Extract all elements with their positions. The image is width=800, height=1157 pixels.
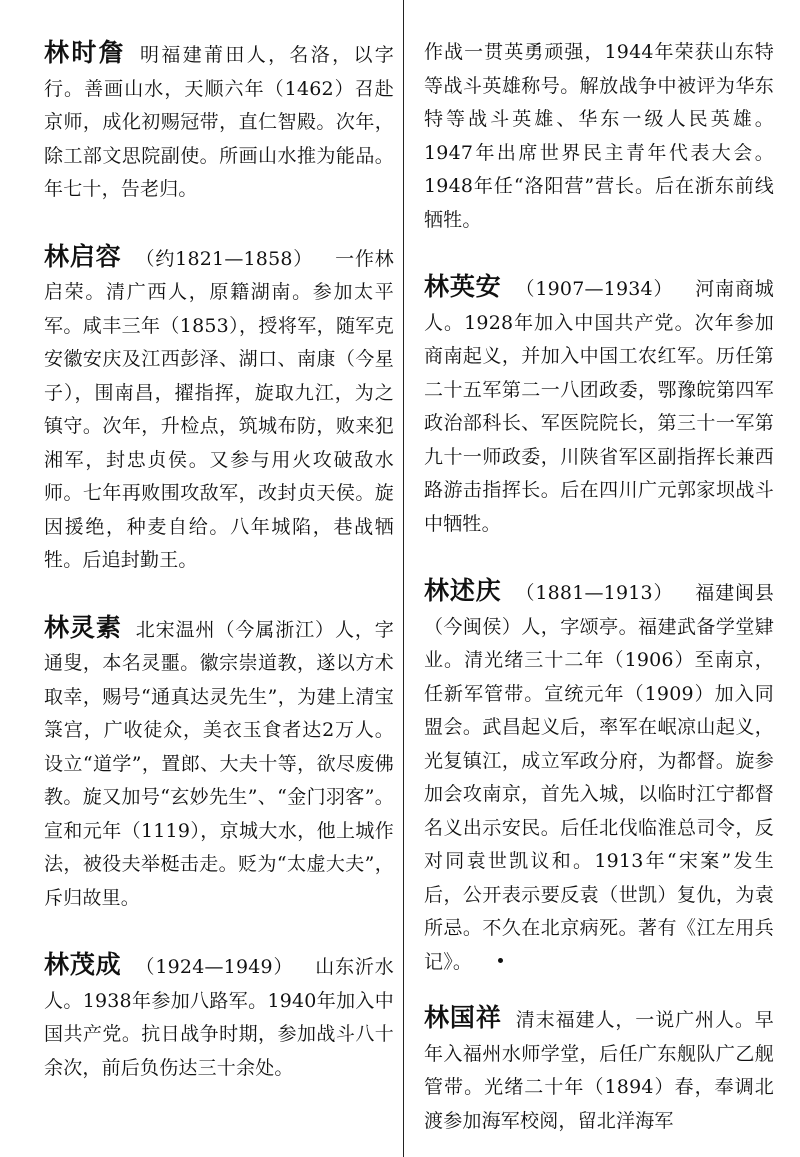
entry-name: 林启容 [44, 241, 122, 271]
entry-text: 作战一贯英勇顽强，1944年荣获山东特等战斗英雄称号。解放战争中被评为华东特等战斗英雄、华东一级人民英雄。1947年出席世界民主青年代表大会。1948年任“洛阳营”营长。后在浙东前线牺牲。 [424, 41, 774, 231]
entry-lin-lingsu [44, 611, 394, 916]
entry-lin-shuqing [424, 574, 774, 979]
left-column [44, 36, 394, 1085]
print-speck-dot [498, 958, 503, 963]
entry-lin-qirong [44, 240, 394, 578]
entry-text: 山东沂水人。1938年参加八路军。1940年加入中国共产党。抗日战争时期，参加战斗八十余次，前后负伤达三十余处。 [44, 956, 394, 1079]
entry-text: 福建闽县（今闽侯）人，字颂亭。福建武备学堂肄业。清光绪三十二年（1906）至南京，任新军管带。宣统元年（1909）加入同盟会。武昌起义后，率军在岷凉山起义，光复镇江，成立军政分府，为都督。旋参加会攻南京，首先入城，以临时江宁都督名义出示安民。后任北伐临淮总司令，反对同袁世凯议和。1913年“宋案”发生后，公开表示要反袁（世凯）复仇，为袁所忌。不久在北京病死。著有《江左用兵记》。 [424, 582, 774, 973]
entry-dates: （约1821—1858） [135, 247, 314, 270]
entry-lin-yingan [424, 270, 774, 541]
entry-name: 林述庆 [424, 576, 502, 605]
right-column [424, 36, 774, 1138]
entry-name: 林灵素 [44, 612, 122, 642]
entry-name: 林茂成 [44, 950, 122, 979]
entry-lin-guoxiang [424, 1001, 774, 1138]
entry-dates: （1881—1913） [515, 582, 674, 604]
entry-lin-maocheng [44, 948, 394, 1085]
entry-name: 林英安 [424, 272, 502, 301]
entry-text: 清末福建人，一说广州人。早年入福州水师学堂，后任广东舰队广乙舰管带。光绪二十年（1894）春，奉调北渡参加海军校阅，留北洋海军 [424, 1009, 774, 1132]
entry-text: 一作林启荣。清广西人，原籍湖南。参加太平军。咸丰三年（1853），授将军，随军克安徽安庆及江西彭泽、湖口、南康（今星子），围南昌，擢指挥，旋取九江，为之镇守。次年，升检点，筑城布防，败来犯湘军，封忠贞侯。又参与用火攻破敌水师。七年再败围攻敌军，改封贞天侯。旋因援绝，种麦自给。八年城陷，巷战牺牲。后追封勤王。 [44, 247, 395, 571]
entry-text: 明福建莆田人，名洛，以字行。善画山水，天顺六年（1462）召赴京师，成化初赐冠带，直仁智殿。次年，除工部文思院副使。所画山水推为能品。年七十，告老归。 [44, 44, 394, 200]
entry-dates: （1924—1949） [135, 956, 294, 978]
entry-dates: （1907—1934） [515, 278, 674, 300]
entry-text: 北宋温州（今属浙江）人，字通叟，本名灵噩。徽宗崇道教，遂以方术取幸，赐号“通真达灵先生”，为建上清宝箓宫，广收徒众，美衣玉食者达2万人。设立“道学”，置郎、大夫十等，欲尽废佛教。旋又加号“玄妙先生”、“金门羽客”。宣和元年（1119），京城大水，他上城作法，被役夫举梃击走。贬为“太虚大夫”，斥归故里。 [44, 618, 394, 909]
entry-name: 林国祥 [424, 1003, 502, 1032]
entry-text: 河南商城人。1928年加入中国共产党。次年参加商南起义，并加入中国工农红军。历任第二十五军第二一八团政委，鄂豫皖第四军政治部科长、军医院院长，第三十一军第九十一师政委，川陕省军区副指挥长兼西路游击指挥长。后在四川广元郭家坝战斗中牺牲。 [424, 278, 774, 535]
entry-name: 林时詹 [44, 38, 127, 67]
entry-lin-shizhan [44, 36, 394, 207]
entry-lin-maocheng-continued [424, 36, 774, 237]
column-divider [403, 0, 404, 1157]
